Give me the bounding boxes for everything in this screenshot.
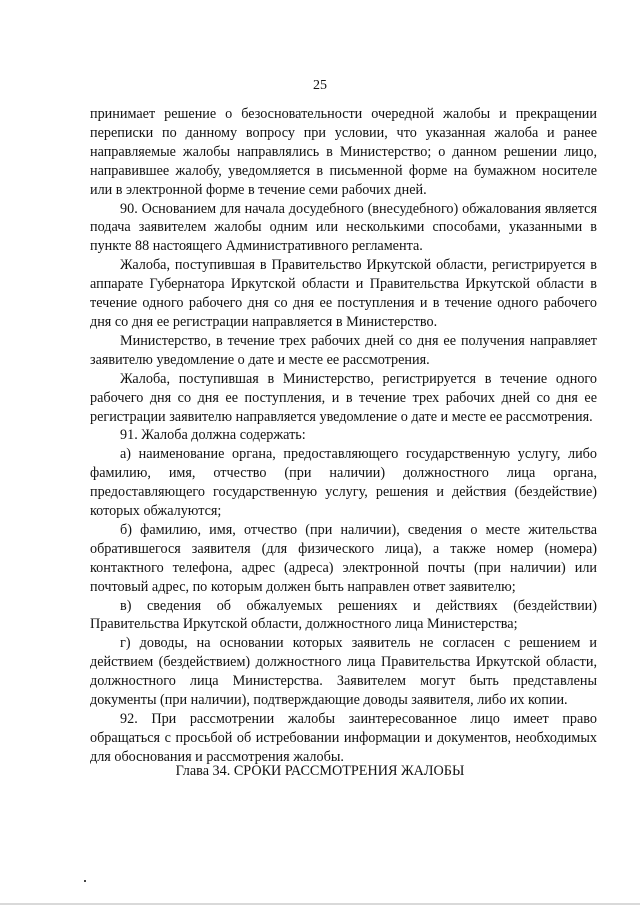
paragraph-91-a: а) наименование органа, предоставляющего государственную услугу, либо фамилию, имя, отчество (при наличии) должностного лица органа, предоставляющего государственную услугу, решения и действия (бездействие) которых обжалуются; <box>90 446 597 520</box>
paragraph-ministry-notification: Министерство, в течение трех рабочих дней со дня ее получения направляет заявителю уведомление о дате и месте ее рассмотрения. <box>90 332 597 368</box>
paragraph-92: 92. При рассмотрении жалобы заинтересованное лицо имеет право обращаться с просьбой об истребовании информации и документов, необходимых для обоснования и рассмотрения жалобы. <box>90 711 597 765</box>
paragraph-91-v: в) сведения об обжалуемых решениях и действиях (бездействии) Правительства Иркутской области, должностного лица Министерства; <box>90 597 597 633</box>
paragraph-91-g: г) доводы, на основании которых заявитель не согласен с решением и действием (бездействием) должностного лица Правительства Иркутской области, должностного лица Министерства. Заявителем могут быть представлены документы (при наличии), подтверждающие доводы заявителя, либо их копии. <box>90 635 597 709</box>
paragraph-complaint-to-government: Жалоба, поступившая в Правительство Иркутской области, регистрируется в аппарате Губернатора Иркутской области и Правительства Иркутской области в течение одного рабочего дня со дня ее поступления и в течение одного рабочего дня со дня ее регистрации направляется в Министерство. <box>90 257 597 330</box>
paragraph-91: 91. Жалоба должна содержать: <box>120 427 306 444</box>
page-number: 25 <box>313 78 327 93</box>
paragraph-90: 90. Основанием для начала досудебного (внесудебного) обжалования является подача заявителем жалобы одним или несколькими способами, указанными в пункте 88 настоящего Административного регламента. <box>90 200 597 255</box>
paragraph-91-b: б) фамилию, имя, отчество (при наличии), сведения о месте жительства обратившегося заявителя (для физического лица), а также номер (номера) контактного телефона, адрес (адреса) электронной почты (при наличии) или почтовый адрес, по которым должен быть направлен ответ заявителю; <box>90 521 597 595</box>
paragraph-continuation: принимает решение о безосновательности очередной жалобы и прекращении переписки по данному вопросу при условии, что указанная жалоба и ранее направляемые жалобы направлялись в Министерство; о данном решении лицо, направившее жалобу, уведомляется в письменной форме на бумажном носителе или в электронной форме в течение семи рабочих дней. <box>90 106 597 198</box>
scan-speck <box>84 880 86 882</box>
chapter-heading: Глава 34. СРОКИ РАССМОТРЕНИЯ ЖАЛОБЫ <box>175 763 465 779</box>
document-body <box>90 105 597 767</box>
paragraph-complaint-to-ministry: Жалоба, поступившая в Министерство, регистрируется в течение одного рабочего дня со дня ее поступления, и в течение трех рабочих дней со дня ее регистрации заявителю направляется уведомление о дате и месте ее рассмотрения. <box>90 370 597 425</box>
